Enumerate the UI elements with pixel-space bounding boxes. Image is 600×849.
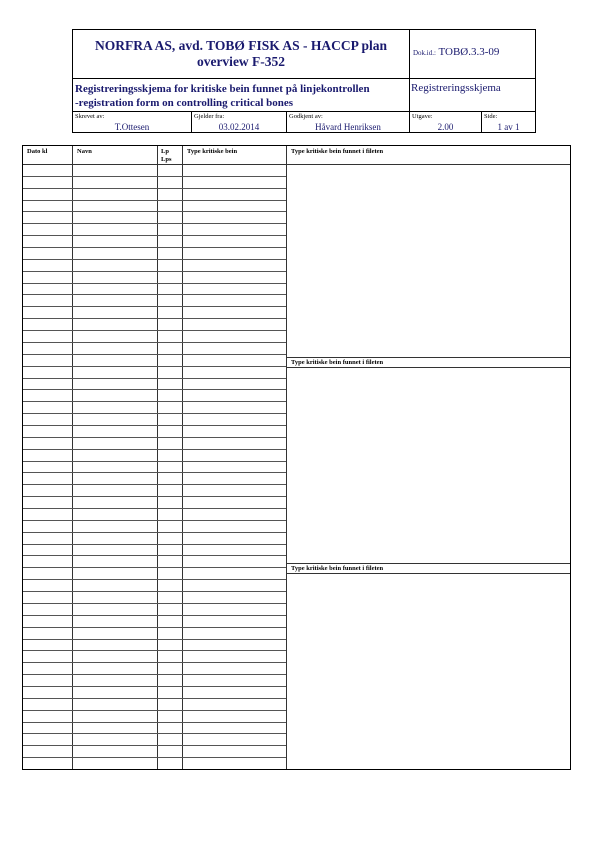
table-row-line: [23, 223, 286, 224]
table-row-line: [23, 176, 286, 177]
section-divider: [286, 357, 570, 358]
table-row-line: [23, 710, 286, 711]
table-row-line: [23, 259, 286, 260]
edition-value: 2.00: [437, 122, 454, 132]
table-row-line: [23, 342, 286, 343]
written-by-value: T.Ottesen: [114, 122, 150, 132]
table-row-line: [23, 757, 286, 758]
table-row-line: [23, 639, 286, 640]
table-row-line: [23, 496, 286, 497]
written-by-label: Skrevet av:: [75, 113, 105, 120]
table-row-line: [23, 271, 286, 272]
column-divider: [182, 146, 183, 769]
edition-label: Utgave:: [412, 113, 433, 120]
table-row-line: [23, 674, 286, 675]
col-header-found-in-fillet: Type kritiske bein funnet i fileten: [291, 148, 384, 155]
valid-from-cell: [192, 112, 286, 133]
table-row-line: [23, 378, 286, 379]
table-row-line: [23, 425, 286, 426]
column-divider: [72, 146, 73, 769]
table-row-line: [23, 211, 286, 212]
table-row-line: [23, 437, 286, 438]
table-row-line: [23, 745, 286, 746]
approved-by-label: Godkjent av:: [289, 113, 323, 120]
doc-id-label: Dok.id.:: [413, 49, 436, 57]
title-line-2: overview F-352: [196, 54, 286, 69]
col-header-bone-type: Type kritiske bein: [187, 148, 238, 155]
doc-id-value: TOBØ.3.3-09: [435, 46, 500, 58]
title-line-1: NORFRA AS, avd. TOBØ FISK AS - HACCP plan: [94, 38, 388, 53]
table-row-line: [23, 188, 286, 189]
document-header: [72, 29, 536, 133]
table-row-line: [23, 247, 286, 248]
table-row-line: [23, 615, 286, 616]
table-row-line: [23, 330, 286, 331]
header-divider: [23, 164, 570, 165]
table-row-line: [23, 662, 286, 663]
registration-table: [22, 145, 571, 770]
table-row-line: [23, 698, 286, 699]
col-header-name: Navn: [77, 148, 92, 155]
table-row-line: [23, 461, 286, 462]
table-row-line: [23, 366, 286, 367]
subtitle-line-1: Registreringsskjema for kritiske bein funnet på linjekontrollen: [75, 83, 370, 95]
page-value: 1 av 1: [497, 122, 520, 132]
table-row-line: [23, 294, 286, 295]
document-id: [410, 30, 537, 78]
table-row-line: [23, 472, 286, 473]
approved-by-cell: [287, 112, 409, 133]
table-row-line: [23, 283, 286, 284]
section-divider: [286, 573, 570, 574]
page-cell: [482, 112, 535, 133]
table-row-line: [23, 650, 286, 651]
table-row-line: [23, 520, 286, 521]
table-row-line: [23, 508, 286, 509]
table-row-line: [23, 544, 286, 545]
form-type: Registreringsskjema: [411, 82, 501, 94]
col-header-lps: Lps: [161, 156, 172, 163]
table-row-line: [23, 389, 286, 390]
table-row-line: [23, 200, 286, 201]
table-row-line: [23, 235, 286, 236]
col-header-lp: Lp: [161, 148, 169, 155]
table-row-line: [23, 401, 286, 402]
valid-from-value: 03.02.2014: [218, 122, 260, 132]
section-label-2: Type kritiske bein funnet i fileten: [291, 359, 384, 366]
subtitle-line-2: -registration form on controlling critical bones: [75, 97, 294, 109]
edition-cell: [410, 112, 481, 133]
table-row-line: [23, 722, 286, 723]
section-divider: [286, 563, 570, 564]
table-row-line: [23, 555, 286, 556]
section-divider: [286, 367, 570, 368]
approved-by-value: Håvard Henriksen: [315, 122, 381, 132]
table-row-line: [23, 318, 286, 319]
table-row-line: [23, 567, 286, 568]
section-label-3: Type kritiske bein funnet i fileten: [291, 565, 384, 572]
table-row-line: [23, 532, 286, 533]
document-title: [73, 30, 409, 78]
table-row-line: [23, 579, 286, 580]
table-row-line: [23, 627, 286, 628]
col-header-date: Dato kl: [27, 148, 48, 155]
table-row-line: [23, 413, 286, 414]
form-subtitle: [75, 79, 409, 111]
table-row-line: [23, 449, 286, 450]
column-divider: [157, 146, 158, 769]
table-row-line: [23, 484, 286, 485]
table-row-line: [23, 591, 286, 592]
column-divider: [286, 146, 287, 769]
table-row-line: [23, 686, 286, 687]
table-row-line: [23, 354, 286, 355]
page-label: Side:: [484, 113, 498, 120]
table-row-line: [23, 603, 286, 604]
valid-from-label: Gjelder fra:: [194, 113, 225, 120]
table-row-line: [23, 306, 286, 307]
table-row-line: [23, 733, 286, 734]
written-by-cell: [73, 112, 191, 133]
